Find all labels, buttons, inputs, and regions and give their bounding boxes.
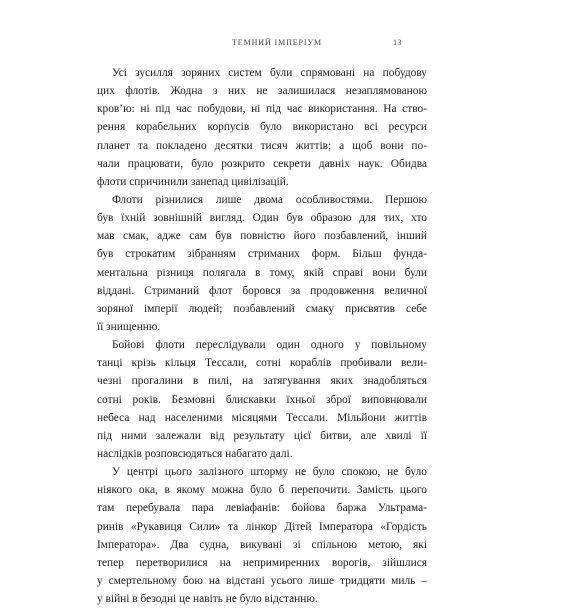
text-line: Усі зусилля зоряних систем були спрямовані на побудову xyxy=(112,67,427,79)
text-line: ринів «Рукавиця Сили» та лінкор Дітей Імператора «Гордість xyxy=(97,520,427,533)
text-line: чезні прогалини в пилі, на затягування яких знадобляться xyxy=(97,375,427,388)
paragraph xyxy=(97,336,427,463)
text-line: танці крізь кільця Тессали, сотні кораблів пробивали вели- xyxy=(97,357,427,370)
text-line: небеса над населеними місяцями Тессали. Мільйони життів xyxy=(97,411,427,424)
text-line: віддані. Стриманий флот боровся за продовження величної xyxy=(97,284,427,297)
text-line: наслідків розповсюдяться набагато далі. xyxy=(97,447,293,460)
text-line: флоти спричинили занепад цивілізацій. xyxy=(97,175,289,188)
text-line: мав смак, адже сам був повністю його позбавлений, інший xyxy=(97,230,427,243)
text-line: чали працювати, було розкрито секрети давніх наук. Обидва xyxy=(97,157,427,170)
text-line: у війні в безодні це навіть не було відстанню. xyxy=(97,593,318,606)
text-line: сотні років. Безмовні блискавки їхньої зброї виповнювали xyxy=(97,393,427,406)
text-line: зоряної імперії людей; позбавлений смаку присвятив себе xyxy=(97,302,427,315)
paragraph xyxy=(97,463,427,608)
text-line: її знищенню. xyxy=(97,320,161,333)
running-title: ТЕМНИЙ ІМПЕРІУМ xyxy=(232,38,323,47)
text-line: планет та покладено десятки тисяч життів; а щоб вони по- xyxy=(97,139,427,152)
text-line: У центрі цього залізного шторму не було спокою, не було xyxy=(112,466,427,479)
text-line: ментальна різниця полягала в тому, якій справі вони були xyxy=(97,266,427,279)
text-line: рення корабельних корпусів було використано всі ресурси xyxy=(97,121,427,134)
body-text xyxy=(97,64,427,608)
paragraph xyxy=(97,64,427,191)
text-line: був строкатим зібранням стриманих форм. Більш фунда- xyxy=(97,248,427,261)
running-head xyxy=(0,38,564,52)
text-line: Бойові флоти переслідували один одного у повільному xyxy=(112,339,427,352)
text-line: ніякого ока, в якому можна було б перепочити. Замість цього xyxy=(97,484,427,497)
text-line: був їхній зовнішній вигляд. Один був образою для тих, хто xyxy=(97,212,427,225)
text-line: там перебувала пара левіафанів: бойова баржа Ультрама- xyxy=(97,502,427,515)
text-line: у смертельному бою на відстані усього лише тридцяти миль – xyxy=(97,574,427,587)
paragraph xyxy=(97,191,427,336)
text-line: кров’ю: ні під час побудови, ні під час використання. На ство- xyxy=(97,103,427,116)
text-line: Флоти різнилися лише двома особливостями. Першою xyxy=(112,193,427,206)
page-number: 13 xyxy=(393,38,402,47)
text-line: тепер перетворилися на непримиренних ворогів, зійшлися xyxy=(97,556,427,569)
text-line: Імператора». Два судна, викувані зі спільною метою, які xyxy=(97,538,427,551)
text-line: цих флотів. Жодна з них не залишилася незаплямованою xyxy=(97,85,427,98)
text-line: під ними залежали від результату цієї битви, але хвилі її xyxy=(97,429,427,442)
